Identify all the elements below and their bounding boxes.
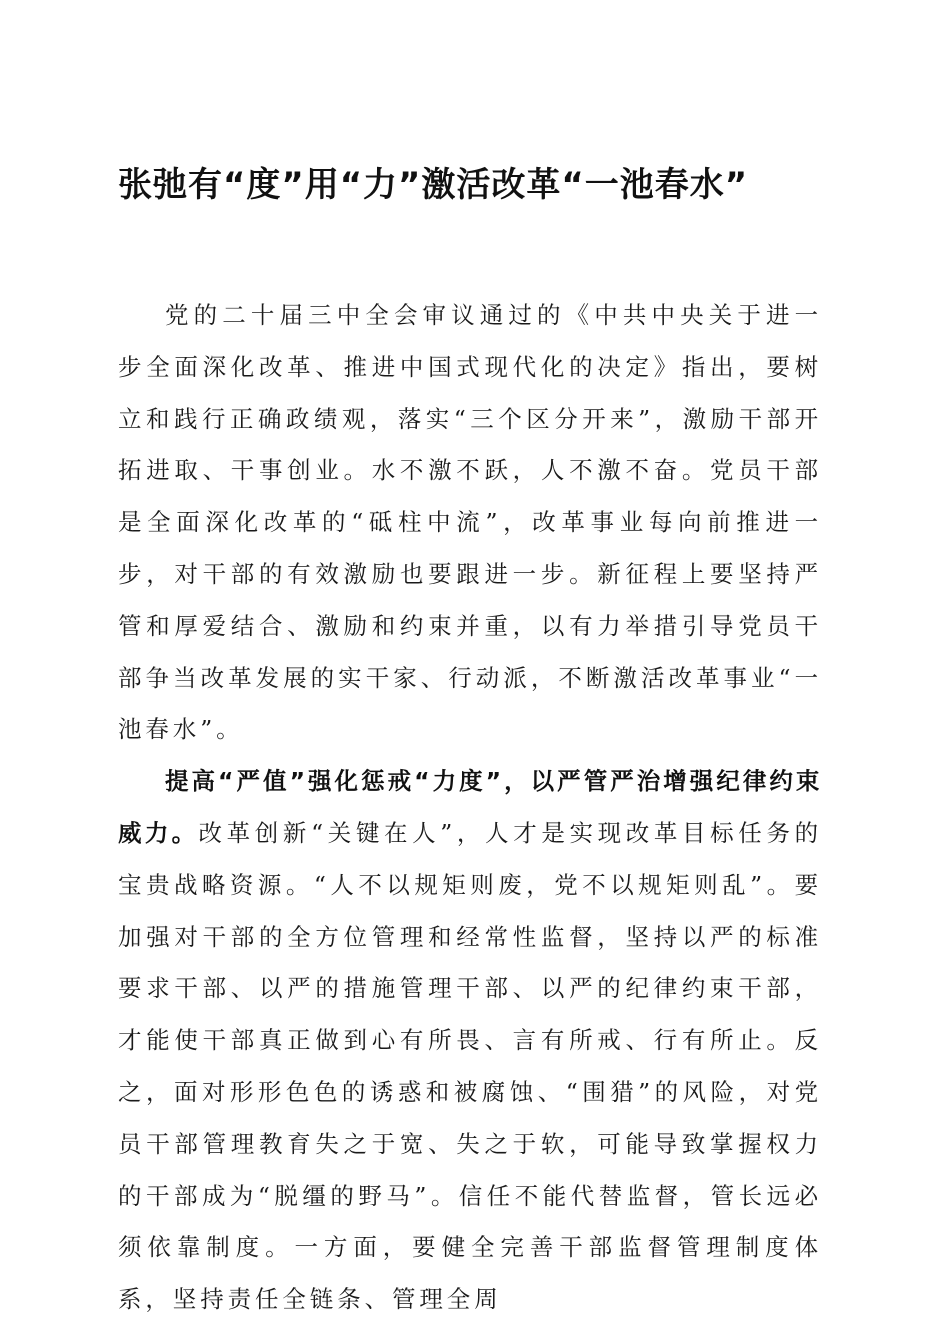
paragraph-intro: 党的二十届三中全会审议通过的《中共中央关于进一步全面深化改革、推进中国式现代化的决定》指出，要树立和践行正确政绩观，落实“三个区分开来”，激励干部开拓进取、干事创业。水不激不跃，人不激不奋。党员干部是全面深化改革的“砥柱中流”，改革事业每向前推进一步，对干部的有效激励也要跟进一步。新征程上要坚持严管和厚爱结合、激励和约束并重，以有力举措引导党员干部争当改革发展的实干家、行动派，不断激活改革事业“一池春水”。: [118, 301, 822, 744]
section-heading: 提高“严值”强化惩戒“力度”，以严管严治增强纪律约束威力。: [118, 767, 822, 847]
section-body-text: 改革创新“关键在人”，人才是实现改革目标任务的宝贵战略资源。“人不以规矩则废，党不以规矩则乱”。要加强对干部的全方位管理和经常性监督，坚持以严的标准要求干部、以严的措施管理干部、以严的纪律约束干部，才能使干部真正做到心有所畏、言有所戒、行有所止。反之，面对形形色色的诱惑和被腐蚀、“围猎”的风险，对党员干部管理教育失之于宽、失之于软，可能导致掌握权力的干部成为“脱缰的野马”。信任不能代替监督，管长远必须依靠制度。一方面，要健全完善干部监督管理制度体系，坚持责任全链条、管理全周: [118, 818, 822, 1314]
document-title: 张弛有“度”用“力”激活改革“一池春水”: [118, 165, 749, 205]
paragraph-section-1: [118, 756, 822, 1326]
document-body: [118, 290, 822, 1326]
